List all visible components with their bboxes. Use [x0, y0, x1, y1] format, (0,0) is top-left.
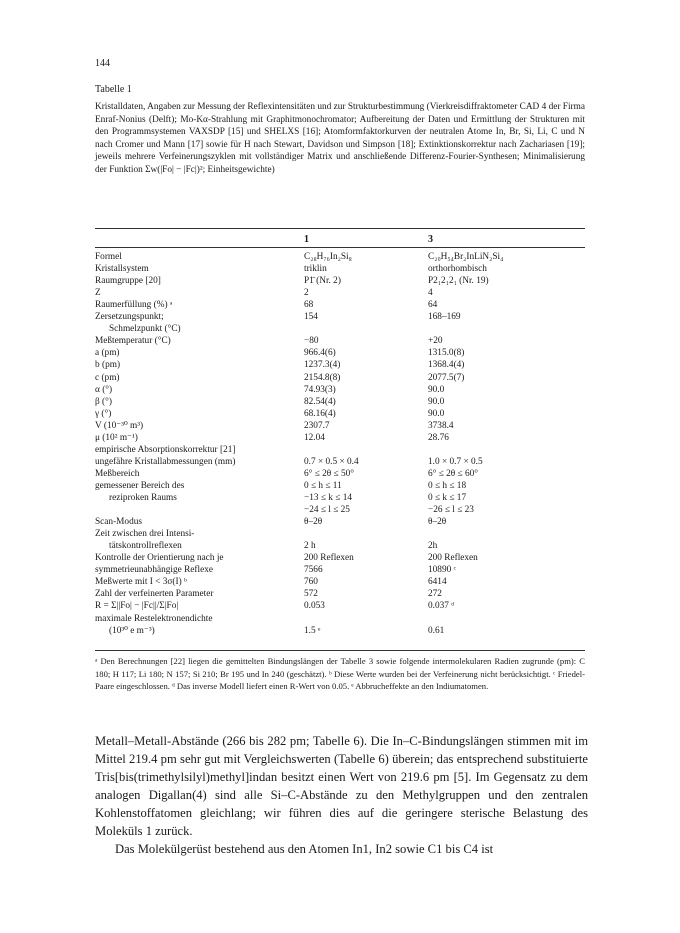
- cell-compound-1: 2154.8(8): [304, 372, 341, 383]
- table-row: [95, 420, 585, 432]
- table-row: [95, 384, 585, 396]
- row-label: Schmelzpunkt (°C): [109, 324, 181, 335]
- cell-compound-3: 200 Reflexen: [428, 553, 478, 564]
- cell-compound-3: C₂₀H₅₄Br₂InLiN₂Si₄: [428, 252, 504, 262]
- cell-compound-3: 0 ≤ k ≤ 17: [428, 493, 467, 503]
- cell-compound-3: 90.0: [428, 408, 445, 419]
- table-row: [95, 311, 585, 323]
- table-row: [95, 600, 585, 612]
- cell-compound-3: 1.0 × 0.7 × 0.5: [428, 456, 483, 467]
- cell-compound-1: 200 Reflexen: [304, 553, 354, 564]
- cell-compound-3: −26 ≤ l ≤ 23: [428, 505, 474, 516]
- table-row: [95, 372, 585, 384]
- cell-compound-3: P2₁2₁2₁ (Nr. 19): [428, 276, 489, 287]
- cell-compound-1: 68.16(4): [304, 408, 336, 419]
- row-label: gemessener Bereich des: [95, 480, 185, 491]
- cell-compound-1: 0 ≤ h ≤ 11: [304, 480, 342, 491]
- table-row: [95, 564, 585, 576]
- row-label: V (10⁻³⁰ m³): [95, 420, 144, 431]
- cell-compound-1: 82.54(4): [304, 396, 336, 407]
- cell-compound-3: 4: [428, 288, 433, 299]
- row-label: Raumerfüllung (%) ᵃ: [95, 300, 173, 311]
- cell-compound-3: 90.0: [428, 384, 445, 395]
- cell-compound-3: 0 ≤ h ≤ 18: [428, 480, 467, 491]
- cell-compound-1: −80: [304, 336, 319, 347]
- cell-compound-3: +20: [428, 336, 443, 347]
- table-row: [95, 576, 585, 588]
- table-row: [95, 456, 585, 468]
- row-label: (10³⁰ e m⁻³): [109, 625, 155, 636]
- table-row: [95, 540, 585, 552]
- table-row: [95, 625, 585, 637]
- cell-compound-1: 12.04: [304, 432, 325, 443]
- row-label: Raumgruppe [20]: [95, 276, 161, 287]
- table-row: [95, 299, 585, 311]
- table-row: [95, 588, 585, 600]
- table-row: [95, 347, 585, 359]
- cell-compound-1: 2: [304, 288, 309, 299]
- table-row: [95, 408, 585, 420]
- row-label: Meßwerte mit I < 3σ(I) ᵇ: [95, 577, 187, 588]
- row-label: μ (10² m⁻¹): [95, 432, 138, 443]
- cell-compound-3: 168–169: [428, 312, 461, 323]
- cell-compound-1: 74.93(3): [304, 384, 336, 395]
- cell-compound-1: 572: [304, 589, 318, 600]
- body-text: [95, 732, 588, 858]
- cell-compound-1: P1̄ (Nr. 2): [304, 276, 341, 287]
- cell-compound-1: triklin: [304, 264, 327, 275]
- row-label: Scan-Modus: [95, 517, 142, 528]
- cell-compound-3: 10890 ᶜ: [428, 565, 456, 576]
- table-row: [95, 480, 585, 492]
- row-label: R = Σ||Fo| − |Fc||/Σ|Fo|: [95, 601, 179, 612]
- column-header-1: 1: [304, 234, 309, 245]
- cell-compound-1: 2307.7: [304, 420, 330, 431]
- row-label: Zersetzungspunkt;: [95, 312, 164, 323]
- cell-compound-3: 1368.4(4): [428, 360, 465, 371]
- table-row: [95, 613, 585, 625]
- row-label: ungefähre Kristallabmessungen (mm): [95, 456, 236, 467]
- cell-compound-1: 68: [304, 300, 314, 311]
- table-row: [95, 492, 585, 504]
- cell-compound-3: 64: [428, 300, 438, 311]
- row-label: tätskontrollreflexen: [109, 541, 182, 552]
- row-label: symmetrieunabhängige Reflexe: [95, 565, 213, 576]
- cell-compound-3: 272: [428, 589, 442, 600]
- table-caption: Kristalldaten, Angaben zur Messung der Reflexintensitäten und zur Strukturbestimmung (Vierkreisdiffraktometer CAD 4 der Firma Enraf-Nonius (Delft); Mo-Kα-Strahlung mit Graphitmonochromator; Aufbereitung der Daten und Ermittlung der Strukturen mit den Programmsystemen VAXSDP [15] und SHELXS [16]; Atomformfaktorkurven der neutralen Atome In, Br, Si, Li, C und N nach Cromer und Mann [17] sowie für H nach Stewart, Davidson und Simpson [18]; Extinktionskorrektur nach Zachariasen [19]; jeweils mehrere Verfeinerungszyklen mit vollständiger Matrix und anschließende Differenz-Fourier-Synthesen; Minimalisierung der Funktion Σw(|Fo| − |Fc|)²; Einheitsgewichte): [95, 102, 585, 175]
- row-label: Kontrolle der Orientierung nach je: [95, 553, 224, 564]
- cell-compound-1: 7566: [304, 565, 323, 576]
- row-label: a (pm): [95, 348, 120, 359]
- row-label: Zahl der verfeinerten Parameter: [95, 589, 214, 600]
- cell-compound-3: 90.0: [428, 396, 445, 407]
- cell-compound-1: 760: [304, 577, 318, 588]
- table-title: Tabelle 1: [95, 84, 132, 95]
- table-row: [95, 287, 585, 299]
- table-row: [95, 275, 585, 287]
- cell-compound-3: orthorhombisch: [428, 264, 487, 275]
- row-label: Z: [95, 288, 101, 299]
- cell-compound-3: 0.61: [428, 625, 445, 636]
- row-label: maximale Restelektronendichte: [95, 613, 213, 624]
- cell-compound-1: −24 ≤ l ≤ 25: [304, 505, 350, 516]
- cell-compound-3: θ–2θ: [428, 517, 447, 528]
- cell-compound-3: 28.76: [428, 432, 449, 443]
- cell-compound-1: 2 h: [304, 541, 316, 552]
- row-label: γ (°): [95, 408, 112, 419]
- table-row: [95, 504, 585, 516]
- cell-compound-1: θ–2θ: [304, 517, 323, 528]
- cell-compound-1: 154: [304, 312, 318, 323]
- cell-compound-3: 2h: [428, 541, 438, 552]
- table-row: [95, 432, 585, 444]
- row-label: α (°): [95, 384, 113, 395]
- column-header-3: 3: [428, 234, 433, 245]
- paragraph: Metall–Metall-Abstände (266 bis 282 pm; Tabelle 6). Die In–C-Bindungslängen stimmen mit im Mittel 219.4 pm sehr gut mit Vergleichswerten (Tabelle 6) überein; das entsprechend substituierte Tris[bis(trimethylsilyl)methyl]indan besitzt einen Wert von 219.6 pm [5]. Im Gegensatz zu dem analogen Digallan(4) sind alle Si–C-Abstände zu den Methylgruppen und den zentralen Kohlenstoffatomen gleichlang; wir führen dies auf die geringere sterische Belastung des Moleküls 1 zurück.: [95, 734, 588, 838]
- row-label: b (pm): [95, 360, 121, 371]
- cell-compound-1: 1.5 ᵉ: [304, 625, 321, 636]
- table-top-rule: [95, 228, 585, 229]
- cell-compound-1: 1237.3(4): [304, 360, 341, 371]
- cell-compound-3: 0.037 ᵈ: [428, 601, 455, 612]
- table-row: [95, 359, 585, 371]
- table-row: [95, 263, 585, 275]
- row-label: β (°): [95, 396, 112, 407]
- row-label: Meßtemperatur (°C): [95, 336, 171, 347]
- page-number: 144: [95, 58, 110, 69]
- row-label: reziproken Raums: [109, 493, 177, 503]
- cell-compound-1: 6° ≤ 2θ ≤ 50°: [304, 468, 354, 479]
- row-label: Zeit zwischen drei Intensi-: [95, 529, 195, 540]
- table-header-rule: [95, 247, 585, 248]
- cell-compound-1: 0.053: [304, 601, 325, 612]
- cell-compound-3: 3738.4: [428, 420, 454, 431]
- table-row: [95, 335, 585, 347]
- cell-compound-3: 6414: [428, 577, 447, 588]
- cell-compound-1: −13 ≤ k ≤ 14: [304, 493, 352, 503]
- table-row: [95, 552, 585, 564]
- table-row: [95, 528, 585, 540]
- row-label: empirische Absorptionskorrektur [21]: [95, 444, 236, 455]
- table-row: [95, 468, 585, 480]
- table-row: [95, 516, 585, 528]
- table-footnotes: ᵃ Den Berechnungen [22] liegen die gemittelten Bindungslängen der Tabelle 3 sowie folgende intermolekularen Radien zugrunde (pm): C 180; H 117; Li 180; N 157; Si 210; Br 195 und In 240 (geschätzt). ᵇ Diese Werte wurden bei der Verfeinerung nicht berücksichtigt. ᶜ Friedel-Paare eingeschlossen. ᵈ Das inverse Modell liefert einen R-Wert von 0.05. ᵉ Abbrucheffekte an den Indiumatomen.: [95, 656, 585, 691]
- row-label: Kristallsystem: [95, 264, 149, 275]
- row-label: Formel: [95, 252, 122, 262]
- row-label: c (pm): [95, 372, 120, 383]
- paragraph: Das Molekülgerüst bestehend aus den Atomen In1, In2 sowie C1 bis C4 ist: [115, 842, 494, 856]
- cell-compound-3: 1315.0(8): [428, 348, 465, 359]
- table-bottom-rule: [95, 650, 585, 651]
- row-label: Meßbereich: [95, 468, 140, 479]
- cell-compound-1: C₂₈H₇₆In₂Si₈: [304, 252, 352, 262]
- cell-compound-3: 2077.5(7): [428, 372, 465, 383]
- cell-compound-3: 6° ≤ 2θ ≤ 60°: [428, 468, 478, 479]
- table-row: [95, 251, 585, 263]
- cell-compound-1: 0.7 × 0.5 × 0.4: [304, 456, 359, 467]
- table-row: [95, 444, 585, 456]
- cell-compound-1: 966.4(6): [304, 348, 336, 359]
- table-row: [95, 396, 585, 408]
- table-row: [95, 323, 585, 335]
